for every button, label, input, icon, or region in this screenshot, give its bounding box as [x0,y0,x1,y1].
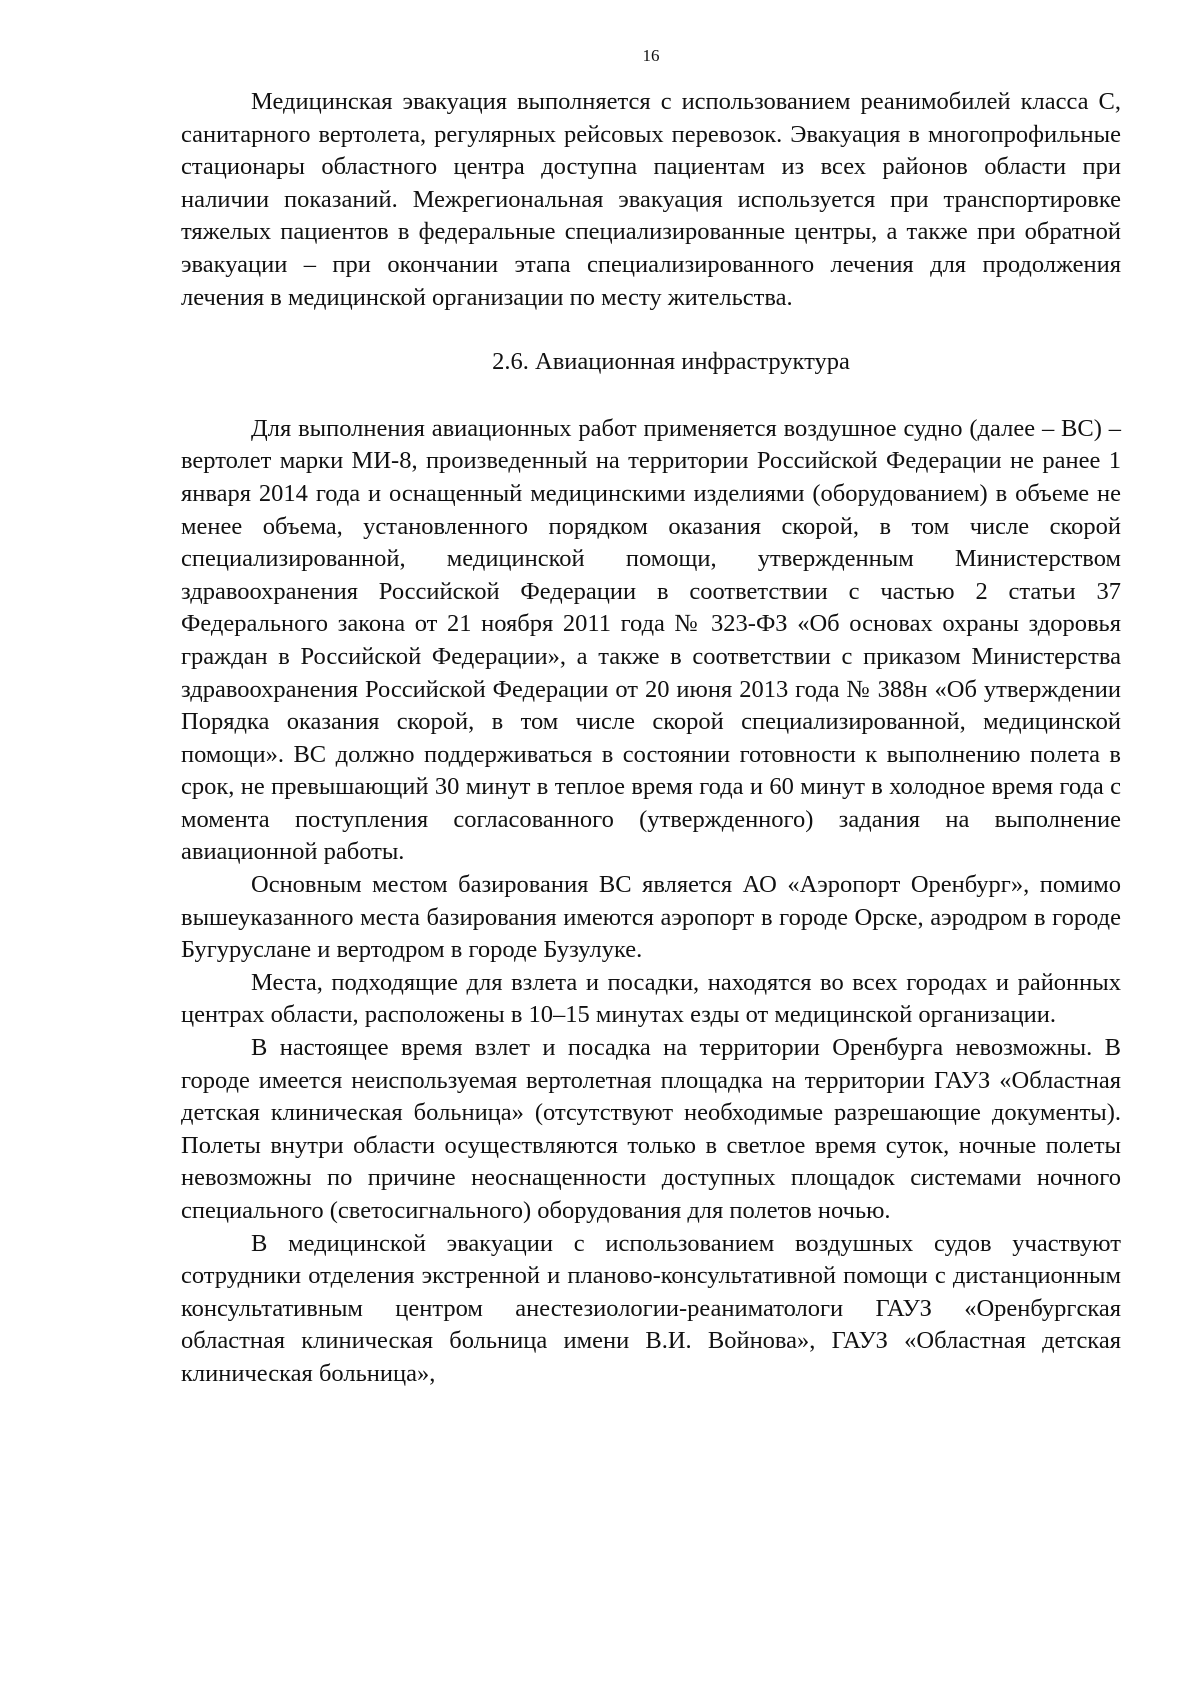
section-heading: 2.6. Авиационная инфраструктура [492,348,850,376]
document-page [181,46,1121,1391]
paragraph-base-location: Основным местом базирования ВС является АО «Аэропорт Оренбург», помимо вышеуказанного места базирования имеются аэропорт в городе Орске, аэродром в городе Бугуруслане и вертодром в городе Бузулуке. [181,871,1121,964]
page-number: 16 [642,46,660,65]
paragraph-aircraft: Для выполнения авиационных работ применяется воздушное судно (далее – ВС) – вертолет марки МИ-8, произведенный на территории Российской Федерации не ранее 1 января 2014 года и оснащенный медицинскими изделиями (оборудованием) в объеме не менее объема, установленного порядком оказания скорой, в том числе скорой специализированной, медицинской помощи, утвержденным Министерством здравоохранения Российской Федерации в соответствии с частью 2 статьи 37 Федерального закона от 21 ноября 2011 года № 323-ФЗ «Об основах охраны здоровья граждан в Российской Федерации», а также в соответствии с приказом Министерства здравоохранения Российской Федерации от 20 июня 2013 года № 388н «Об утверждении Порядка оказания скорой, в том числе скорой специализированной, медицинской помощи». ВС должно поддерживаться в состоянии готовности к выполнению полета в срок, не превышающий 30 минут в теплое время года и 60 минут в холодное время года с момента поступления согласованного (утвержденного) задания на выполнение авиационной работы. [181,414,1121,866]
paragraph-evacuation-staff: В медицинской эвакуации с использованием воздушных судов участвуют сотрудники отделения экстренной и планово-консультативной помощи с дистанционным консультативным центром анестезиологии-реаниматологи ГАУЗ «Оренбургская областная клиническая больница имени В.И. Войнова», ГАУЗ «Областная детская клиническая больница», [181,1229,1121,1387]
paragraph-orenburg-restrictions: В настоящее время взлет и посадка на территории Оренбурга невозможны. В городе имеется неиспользуемая вертолетная площадка на территории ГАУЗ «Областная детская клиническая больница» (отсутствуют необходимые разрешающие документы). Полеты внутри области осуществляются только в светлое время суток, ночные полеты невозможны по причине неоснащенности доступных площадок системами ночного специального (светосигнального) оборудования для полетов ночью. [181,1034,1121,1224]
paragraph-medical-evacuation: Медицинская эвакуация выполняется с использованием реанимобилей класса С, санитарного вертолета, регулярных рейсовых перевозок. Эвакуация в многопрофильные стационары областного центра доступна пациентам из всех районов области при наличии показаний. Межрегиональная эвакуация используется при транспортировке тяжелых пациентов в федеральные специализированные центры, а также при обратной эвакуации – при окончании этапа специализированного лечения для продолжения лечения в медицинской организации по месту жительства. [181,88,1121,311]
paragraph-landing-sites: Места, подходящие для взлета и посадки, находятся во всех городах и районных центрах области, расположены в 10–15 минутах езды от медицинской организации. [181,968,1121,1029]
